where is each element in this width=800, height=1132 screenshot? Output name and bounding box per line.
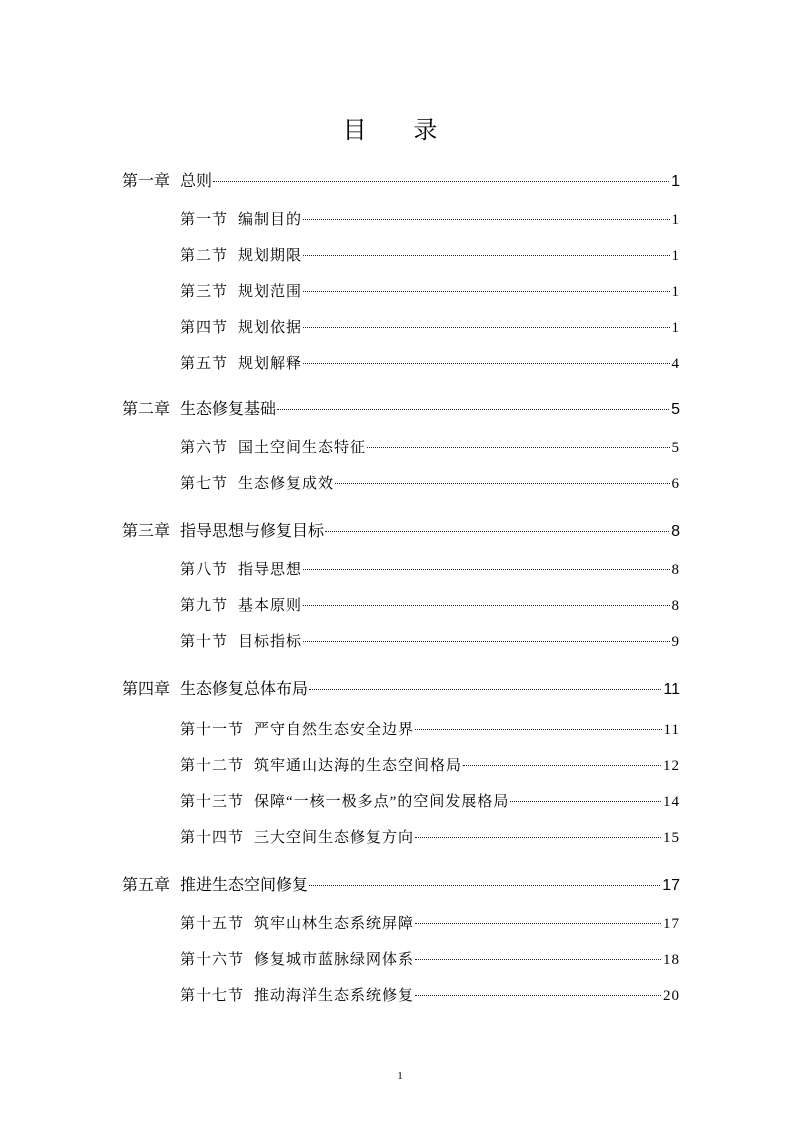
toc-entry-title: 规划期限 — [238, 248, 303, 264]
toc-entry-title: 总则 — [180, 173, 213, 190]
toc-entry-title: 指导思想与修复目标 — [180, 523, 325, 540]
toc-entry-title: 筑牢通山达海的生态空间格局 — [254, 758, 463, 774]
toc-entry-page: 8 — [671, 523, 680, 540]
toc-entry-number: 第十五节 — [180, 916, 245, 932]
dot-leader — [415, 995, 661, 996]
toc-entry-number: 第十二节 — [180, 758, 245, 774]
toc-entry-label — [180, 948, 414, 969]
toc-chapter-entry[interactable] — [122, 396, 680, 420]
toc-entry-title: 规划依据 — [238, 320, 303, 336]
toc-section-entry[interactable] — [180, 790, 680, 814]
dot-leader — [303, 363, 669, 364]
toc-entry-label — [180, 352, 302, 373]
toc-entry-number: 第二章 — [122, 401, 171, 418]
toc-entry-label — [180, 912, 414, 933]
toc-entry-number: 第九节 — [180, 598, 229, 614]
toc-section-entry[interactable] — [180, 826, 680, 850]
toc-entry-title: 保障“一核一极多点”的空间发展格局 — [254, 794, 510, 810]
dot-leader — [367, 447, 669, 448]
toc-entry-label — [180, 280, 302, 301]
dot-leader — [415, 837, 661, 838]
toc-entry-number: 第七节 — [180, 476, 229, 492]
toc-entry-label — [122, 518, 324, 541]
dot-leader — [303, 291, 669, 292]
toc-entry-number: 第一节 — [180, 212, 229, 228]
dot-leader — [303, 219, 669, 220]
dot-leader — [309, 885, 660, 886]
dot-leader — [335, 483, 669, 484]
toc-entry-page: 1 — [671, 320, 680, 336]
toc-entry-title: 国土空间生态特征 — [238, 440, 367, 456]
page-title: 目 录 — [342, 117, 458, 144]
toc-entry-page: 17 — [663, 916, 680, 932]
toc-entry-page: 12 — [663, 758, 680, 774]
page-number: 1 — [397, 1070, 403, 1082]
toc-entry-number: 第五节 — [180, 356, 229, 372]
toc-entry-page: 4 — [671, 356, 680, 372]
dot-leader — [415, 923, 661, 924]
dot-leader — [303, 605, 669, 606]
toc-entry-number: 第四章 — [122, 681, 171, 698]
toc-entry-label — [180, 244, 302, 265]
toc-section-entry[interactable] — [180, 208, 680, 232]
toc-entry-label — [180, 984, 414, 1005]
toc-entry-label — [122, 396, 276, 419]
toc-entry-title: 生态修复总体布局 — [180, 681, 309, 698]
toc-section-entry[interactable] — [180, 912, 680, 936]
toc-entry-page: 1 — [671, 248, 680, 264]
toc-entry-label — [180, 594, 302, 615]
toc-entry-number: 第一章 — [122, 173, 171, 190]
toc-entry-page: 8 — [671, 562, 680, 578]
toc-entry-title: 推进生态空间修复 — [180, 877, 309, 894]
toc-entry-title: 三大空间生态修复方向 — [254, 830, 415, 846]
toc-section-entry[interactable] — [180, 984, 680, 1008]
toc-section-entry[interactable] — [180, 718, 680, 742]
toc-entry-page: 6 — [671, 476, 680, 492]
toc-entry-title: 基本原则 — [238, 598, 303, 614]
toc-section-entry[interactable] — [180, 352, 680, 376]
toc-entry-title: 目标指标 — [238, 634, 303, 650]
dot-leader — [325, 531, 669, 532]
toc-entry-number: 第三节 — [180, 284, 229, 300]
toc-entry-page: 14 — [663, 794, 680, 810]
toc-entry-label — [180, 754, 462, 775]
dot-leader — [303, 641, 669, 642]
dot-leader — [309, 689, 661, 690]
toc-section-entry[interactable] — [180, 436, 680, 460]
toc-entry-page: 18 — [663, 952, 680, 968]
toc-entry-title: 修复城市蓝脉绿网体系 — [254, 952, 415, 968]
toc-entry-label — [180, 558, 302, 579]
toc-entry-number: 第八节 — [180, 562, 229, 578]
dot-leader — [303, 327, 669, 328]
toc-entry-label — [122, 168, 212, 191]
toc-section-entry[interactable] — [180, 948, 680, 972]
toc-entry-page: 20 — [663, 988, 680, 1004]
toc-entry-title: 指导思想 — [238, 562, 303, 578]
toc-entry-number: 第十一节 — [180, 722, 245, 738]
toc-entry-page: 1 — [671, 212, 680, 228]
toc-entry-page: 11 — [663, 681, 680, 698]
toc-section-entry[interactable] — [180, 280, 680, 304]
toc-entry-number: 第十七节 — [180, 988, 245, 1004]
toc-entry-number: 第二节 — [180, 248, 229, 264]
toc-chapter-entry[interactable] — [122, 676, 680, 700]
toc-entry-title: 筑牢山林生态系统屏障 — [254, 916, 415, 932]
toc-section-entry[interactable] — [180, 594, 680, 618]
dot-leader — [277, 409, 669, 410]
toc-chapter-entry[interactable] — [122, 518, 680, 542]
dot-leader — [415, 729, 662, 730]
dot-leader — [303, 569, 669, 570]
toc-entry-title: 生态修复基础 — [180, 401, 277, 418]
dot-leader — [303, 255, 669, 256]
toc-entry-label — [180, 472, 334, 493]
toc-entry-title: 编制目的 — [238, 212, 303, 228]
toc-entry-label — [180, 790, 509, 811]
toc-entry-page: 11 — [663, 722, 680, 738]
toc-entry-label — [180, 826, 414, 847]
toc-entry-page: 8 — [671, 598, 680, 614]
toc-chapter-entry[interactable] — [122, 168, 680, 192]
toc-entry-label — [180, 718, 414, 739]
toc-entry-label — [180, 208, 302, 229]
toc-entry-title: 生态修复成效 — [238, 476, 335, 492]
toc-entry-number: 第十六节 — [180, 952, 245, 968]
dot-leader — [510, 801, 661, 802]
toc-entry-page: 17 — [662, 877, 680, 894]
toc-section-entry[interactable] — [180, 558, 680, 582]
dot-leader — [415, 959, 661, 960]
dot-leader — [213, 181, 669, 182]
toc-entry-page: 1 — [671, 284, 680, 300]
toc-entry-label — [180, 630, 302, 651]
toc-section-entry[interactable] — [180, 630, 680, 654]
toc-entry-title: 严守自然生态安全边界 — [254, 722, 415, 738]
toc-entry-label — [122, 676, 308, 699]
toc-entry-label — [122, 872, 308, 895]
toc-entry-title: 推动海洋生态系统修复 — [254, 988, 415, 1004]
toc-entry-page: 5 — [671, 401, 680, 418]
toc-entry-title: 规划范围 — [238, 284, 303, 300]
toc-entry-page: 5 — [671, 440, 680, 456]
toc-entry-title: 规划解释 — [238, 356, 303, 372]
toc-entry-number: 第十四节 — [180, 830, 245, 846]
toc-entry-label — [180, 316, 302, 337]
toc-section-entry[interactable] — [180, 316, 680, 340]
toc-entry-number: 第三章 — [122, 523, 171, 540]
toc-entry-number: 第五章 — [122, 877, 171, 894]
toc-section-entry[interactable] — [180, 244, 680, 268]
toc-entry-page: 9 — [671, 634, 680, 650]
toc-entry-number: 第十节 — [180, 634, 229, 650]
toc-entry-label — [180, 436, 366, 457]
toc-chapter-entry[interactable] — [122, 872, 680, 896]
toc-section-entry[interactable] — [180, 754, 680, 778]
toc-entry-page: 15 — [663, 830, 680, 846]
toc-entry-number: 第四节 — [180, 320, 229, 336]
toc-entry-number: 第十三节 — [180, 794, 245, 810]
dot-leader — [463, 765, 661, 766]
toc-entry-page: 1 — [671, 173, 680, 190]
toc-section-entry[interactable] — [180, 472, 680, 496]
toc-entry-number: 第六节 — [180, 440, 229, 456]
